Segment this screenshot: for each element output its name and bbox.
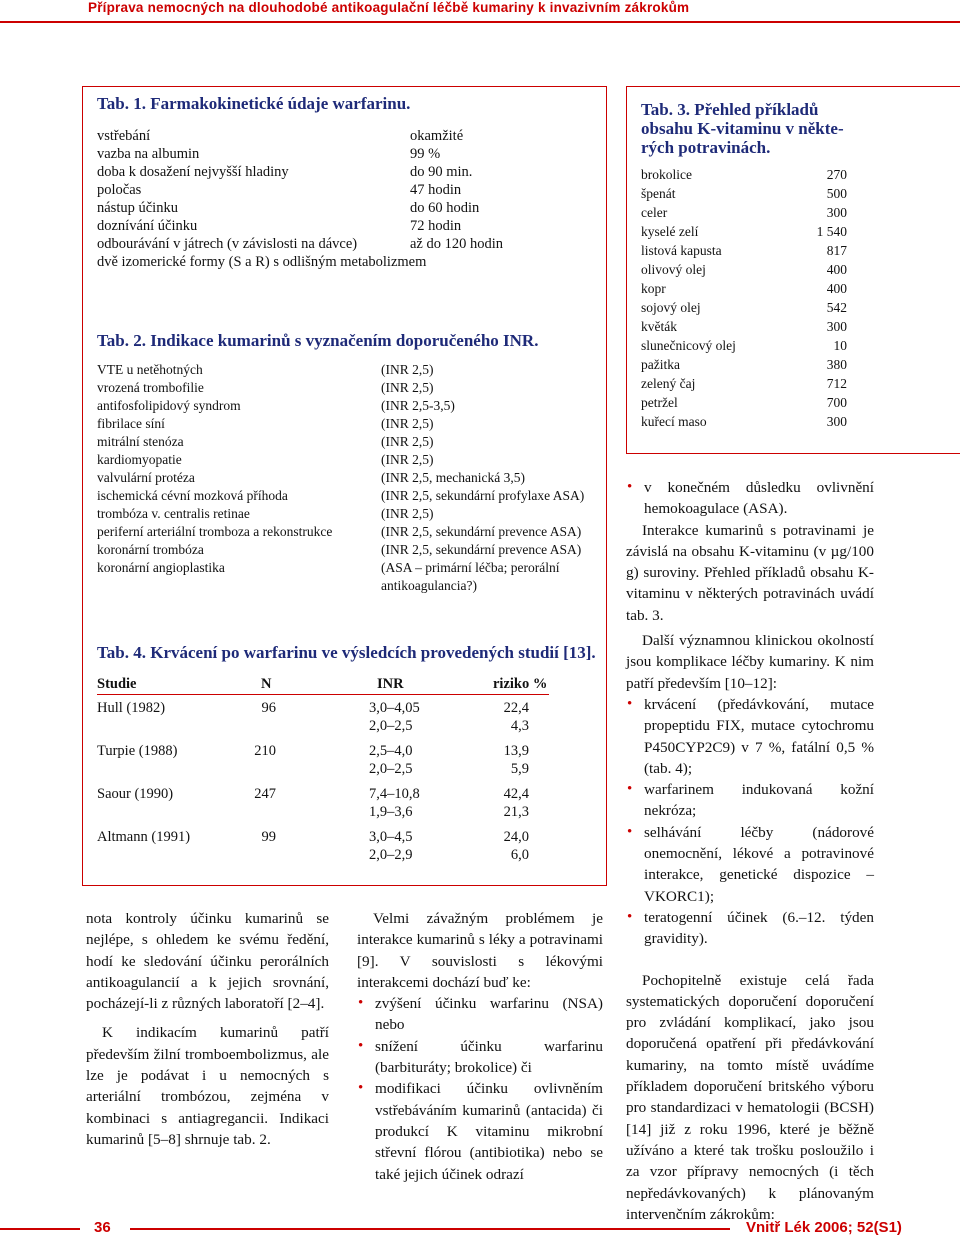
tab4-inr: 3,0–4,05	[369, 700, 420, 716]
col3-paragraph: Další významnou klinickou okolností jsou komplikace léčby kumariny. K nim patří především [10–12]:	[626, 632, 874, 692]
footer-rule-mid	[130, 1228, 730, 1230]
tab3-food: kopr	[641, 281, 666, 296]
list-item: • warfarinem indukovaná kožní nekróza;	[626, 779, 874, 822]
col3-list-top	[626, 477, 874, 520]
tab3-value: 380	[826, 357, 847, 372]
tab2-value: (INR 2,5)	[381, 362, 434, 377]
running-header: Příprava nemocných na dlouhodobé antikoagulační léčbě kumariny k invazivním zákrokům	[88, 0, 690, 15]
tab1-row: vazba na albumin	[97, 146, 200, 162]
page-number: 36	[94, 1219, 111, 1236]
col3-paragraph: Interakce kumarinů s potravinami je závislá na obsahu K-vitaminu (v µg/100 g) suroviny. Přehled příkladů obsahu K-vitaminu v některých potravinách uvádí tab. 3.	[626, 521, 874, 624]
tab4-n: 99	[261, 829, 276, 845]
tab4-risk: 21,3	[503, 804, 529, 820]
tab1-row: nástup účinku	[97, 200, 178, 216]
col2-list	[357, 993, 603, 1185]
tab2-value: (INR 2,5)	[381, 380, 434, 395]
tab2-row: valvulární protéza	[97, 470, 195, 485]
tab1-value: 72 hodin	[410, 218, 462, 234]
tab1-value: až do 120 hodin	[410, 236, 504, 252]
tab2-value: (INR 2,5, mechanická 3,5)	[381, 470, 525, 485]
col1-paragraph: nota kontroly účinku kumarinů se nejlépe, s ohledem ke svému ředění, hodí ke sledování účinku perorálních antikoagulancií a k jejich srovnání, pocházejí-li z různých laboratoří [2–4].	[86, 910, 329, 1013]
col3-list	[626, 694, 874, 950]
tab4-n: 210	[254, 743, 276, 759]
tab4-risk: 24,0	[503, 829, 529, 845]
tab2-row: kardiomyopatie	[97, 452, 182, 467]
tab4-risk: 22,4	[503, 700, 529, 716]
tab4-risk: 5,9	[510, 761, 529, 777]
list-item: • zvýšení účinku warfarinu (NSA) nebo	[357, 993, 603, 1036]
tab4-risk: 6,0	[510, 847, 529, 863]
tab3-value: 270	[826, 167, 847, 182]
tab1-row: poločas	[97, 182, 142, 198]
tab4-study: Turpie (1988)	[97, 743, 178, 759]
tab2-row: fibrilace síní	[97, 416, 165, 431]
tab3-food: zelený čaj	[641, 376, 696, 391]
tab4-header-inr: INR	[377, 676, 404, 692]
tab4-risk: 13,9	[503, 743, 529, 759]
tab3-value: 10	[833, 338, 847, 353]
tab1-value: do 90 min.	[410, 164, 473, 180]
tab4-inr: 1,9–3,6	[369, 804, 413, 820]
footer-rule-left	[0, 1228, 80, 1230]
tab3-value: 300	[826, 319, 847, 334]
tab2-value: (INR 2,5)	[381, 506, 434, 521]
column-2	[357, 908, 603, 1185]
tab2-row: periferní arteriální tromboza a rekonstrukce	[97, 524, 333, 539]
tab2-value: (INR 2,5)	[381, 434, 434, 449]
tab3-food: kyselé zelí	[641, 224, 699, 239]
list-item: • krvácení (předávkování, mutace propeptidu FIX, mutace cytochromu P450CYP2C9) v 7 %, fatální 0,5 % (tab. 4);	[626, 694, 874, 779]
tab3-value: 1 540	[816, 224, 847, 239]
tab3-value: 300	[826, 205, 847, 220]
journal-citation: Vnitř Lék 2006; 52(S1)	[746, 1219, 902, 1236]
tab2-value: (INR 2,5, sekundární prevence ASA)	[381, 542, 582, 557]
col3-paragraph: Pochopitelně existuje celá řada systematických doporučení doporučení pro zvládání komplikací, jako jsou doporučená opatření při předávkování kumariny, na tomto místě uvádíme příkladem doporučení britského výboru pro standardizaci v hematologii (BCSH) [14] již z roku 1996, které je běžně užíváno a které tak trošku posloužilo i za vzor přípravy nemocných (i těch nepředávkovaných) k plánovaným intervenčním zákrokům:	[626, 971, 874, 1223]
col2-paragraph: Velmi závažným problémem je interakce kumarinů s léky a potravinami [9]. V souvislosti s lékovými interakcemi dochází buď ke:	[357, 910, 603, 991]
tab4-inr: 2,0–2,5	[369, 761, 413, 777]
tab1-row: odbourávání v játrech (v závislosti na dávce)	[97, 236, 358, 252]
tab1-row: doba k dosažení nejvyšší hladiny	[97, 164, 289, 180]
tab3-value: 542	[826, 300, 847, 315]
tab4-header-n: N	[261, 676, 272, 692]
tab4-header-rule	[97, 694, 549, 695]
list-item: • teratogenní účinek (6.–12. týden gravidity).	[626, 907, 874, 950]
column-3	[626, 477, 874, 1225]
tab3-title: Tab. 3. Přehled příkladů obsahu K-vitaminu v někte- rých potravinách.	[641, 100, 844, 157]
tab2-value: (INR 2,5-3,5)	[381, 398, 455, 413]
tab2-value: (ASA – primární léčba; perorální	[381, 560, 560, 575]
tab4-title: Tab. 4. Krvácení po warfarinu ve výsledcích provedených studií [13].	[97, 643, 596, 662]
tab1-title: Tab. 1. Farmakokinetické údaje warfarinu.	[97, 94, 411, 113]
tab1-row: vstřebání	[97, 128, 151, 144]
tab3-food: listová kapusta	[641, 243, 722, 258]
tab2-value: (INR 2,5, sekundární prevence ASA)	[381, 524, 582, 539]
tab3-food: špenát	[641, 186, 676, 201]
tab2-title: Tab. 2. Indikace kumarinů s vyznačením doporučeného INR.	[97, 331, 539, 350]
tab3-value: 700	[826, 395, 847, 410]
tab4-n: 96	[261, 700, 276, 716]
tab3-food: brokolice	[641, 167, 692, 182]
tab2-value: (INR 2,5)	[381, 452, 434, 467]
tab4-risk: 4,3	[510, 718, 529, 734]
tab4-risk: 42,4	[503, 786, 529, 802]
tab1-value: 99 %	[410, 146, 441, 162]
tab1-value: okamžité	[410, 128, 464, 144]
tab4-n: 247	[254, 786, 276, 802]
tab2-row: mitrální stenóza	[97, 434, 184, 449]
tab2-value-cont: antikoagulancia?)	[381, 578, 477, 593]
tab3-food: květák	[641, 319, 677, 334]
tab3-food: sojový olej	[641, 300, 701, 315]
column-1	[86, 908, 329, 1150]
tab4-inr: 2,0–2,9	[369, 847, 413, 863]
tab2-row: VTE u netěhotných	[97, 362, 203, 377]
tab4-inr: 3,0–4,5	[369, 829, 413, 845]
tab2-value: (INR 2,5, sekundární profylaxe ASA)	[381, 488, 585, 503]
tab3-value: 817	[826, 243, 847, 258]
tab3-food: pažitka	[641, 357, 680, 372]
list-item: • selhávání léčby (nádorové onemocnění, lékové a potravinové interakce, genetické dispozice – VKORC1);	[626, 822, 874, 907]
list-item: • snížení účinku warfarinu (barbituráty; brokolice) či	[357, 1036, 603, 1079]
col1-paragraph: K indikacím kumarinů patří především žilní tromboembolizmus, ale lze je podávat i u nemocných s arteriální trombózou, zejména v kombinaci s antiagregancii. Indikaci kumarinů [5–8] shrnuje tab. 2.	[86, 1024, 329, 1148]
tab3-value: 400	[826, 281, 847, 296]
tab1-row: doznívání účinku	[97, 218, 198, 234]
tab3-food: petržel	[641, 395, 678, 410]
tab4-header-risk: riziko %	[493, 676, 548, 692]
list-item: • modifikaci účinku ovlivněním vstřebáváním kumarinů (antacida) či produkcí K vitaminu mikrobní střevní flórou (antibiotika) nebo se také jejich účinek odrazí	[357, 1078, 603, 1184]
list-item: • v konečném důsledku ovlivnění hemokoagulace (ASA).	[626, 477, 874, 520]
tab3-value: 712	[826, 376, 847, 391]
tab1-value: 47 hodin	[410, 182, 462, 198]
tab3-food: olivový olej	[641, 262, 706, 277]
header-rule	[0, 21, 960, 23]
tab3-value: 500	[826, 186, 847, 201]
tab2-row: antifosfolipidový syndrom	[97, 398, 241, 413]
tab2-row: koronární angioplastika	[97, 560, 225, 575]
tab4-study: Altmann (1991)	[97, 829, 191, 845]
tab3-value: 400	[826, 262, 847, 277]
tab1-note: dvě izomerické formy (S a R) s odlišným metabolizmem	[97, 254, 427, 270]
tab4-study: Hull (1982)	[97, 700, 166, 716]
tab3-food: slunečnicový olej	[641, 338, 736, 353]
tab4-inr: 2,5–4,0	[369, 743, 413, 759]
tab3-food: celer	[641, 205, 668, 220]
tab2-row: vrozená trombofilie	[97, 380, 204, 395]
tab2-row: ischemická cévní mozková příhoda	[97, 488, 288, 503]
tab3-food: kuřecí maso	[641, 414, 707, 429]
tab4-inr: 7,4–10,8	[369, 786, 420, 802]
tab3-value: 300	[826, 414, 847, 429]
tab2-row: trombóza v. centralis retinae	[97, 506, 250, 521]
tab4-header-study: Studie	[97, 676, 137, 692]
tab1-value: do 60 hodin	[410, 200, 480, 216]
tab2-row: koronární trombóza	[97, 542, 204, 557]
tab2-value: (INR 2,5)	[381, 416, 434, 431]
tab4-inr: 2,0–2,5	[369, 718, 413, 734]
tab4-study: Saour (1990)	[97, 786, 174, 802]
